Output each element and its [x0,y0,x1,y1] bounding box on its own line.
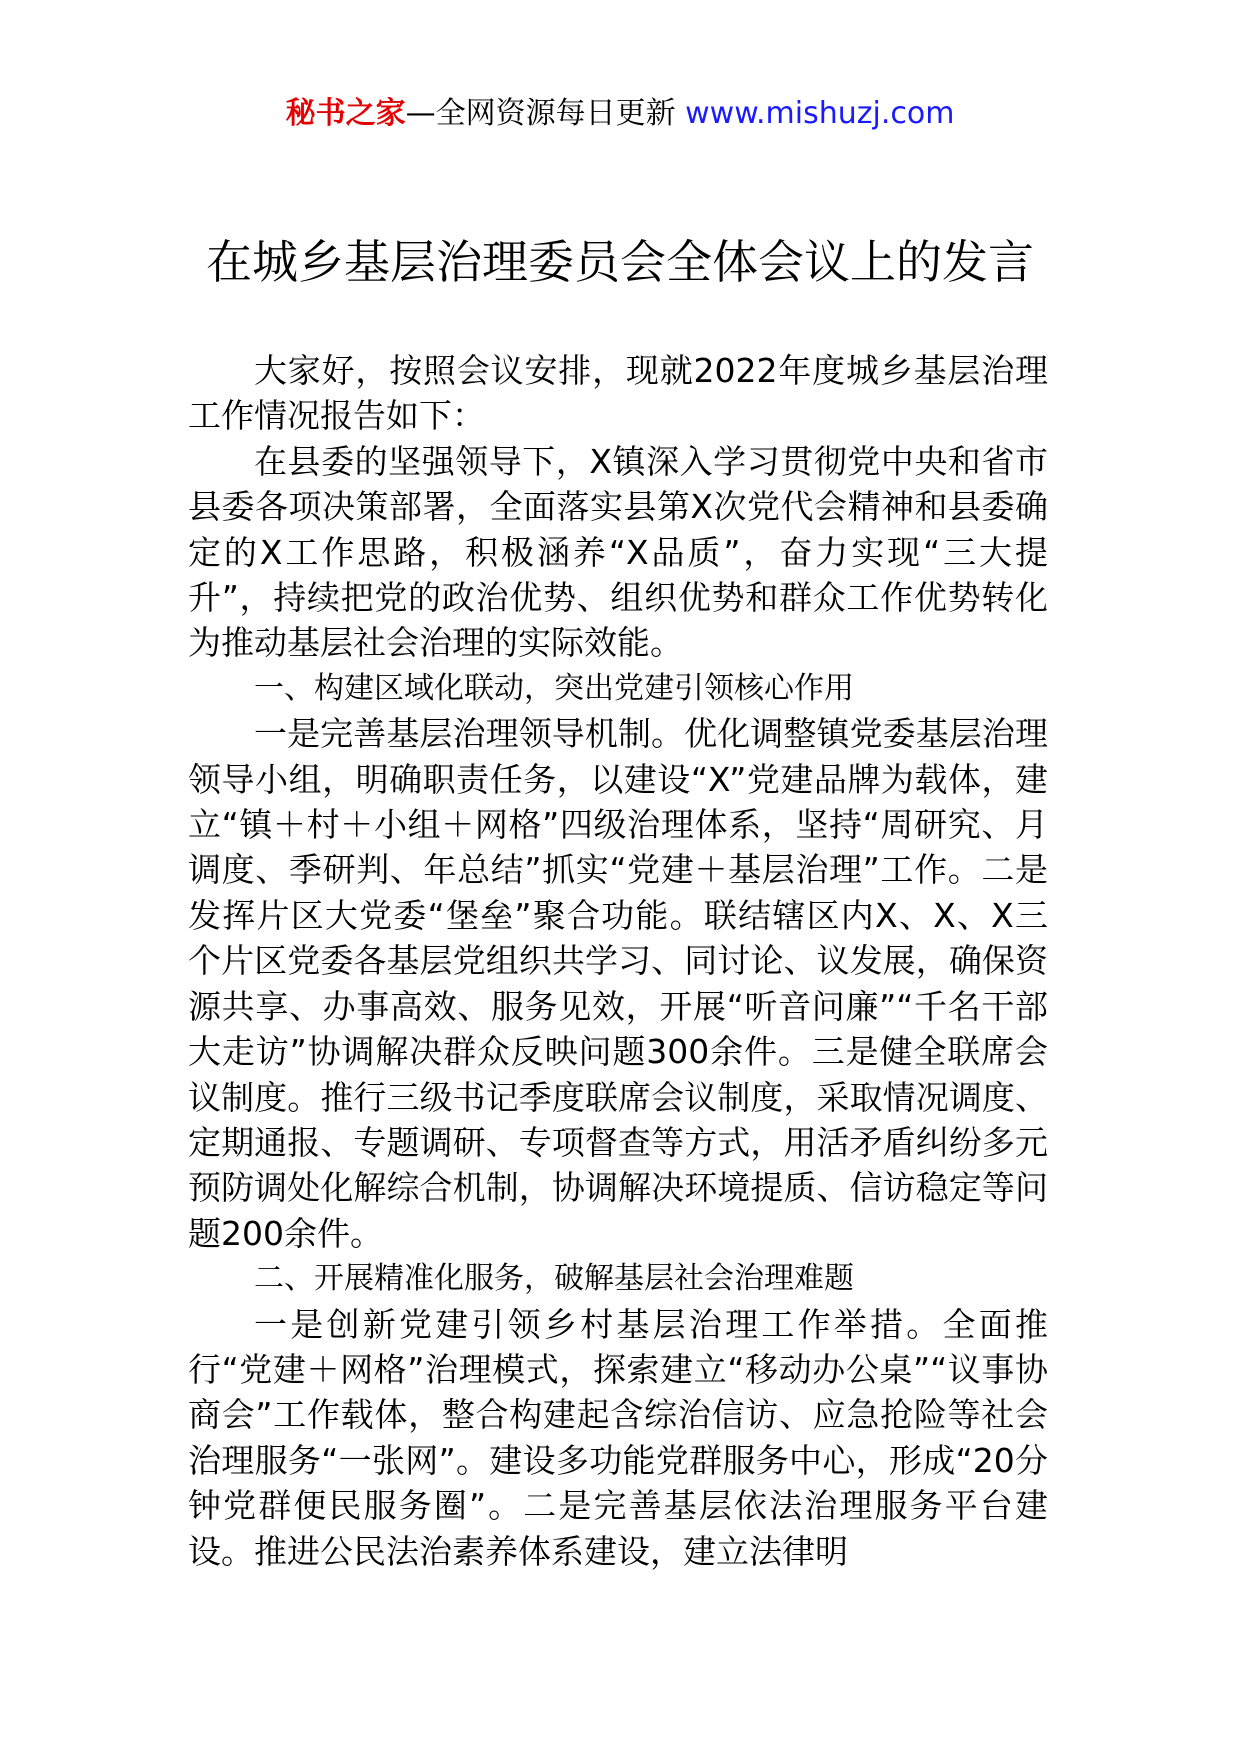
site-url-link[interactable]: www.mishuzj.com [685,96,955,131]
section-heading-1: 一、构建区域化联动，突出党建引领核心作用 [254,670,854,706]
header-slogan: —全网资源每日更新 [405,96,686,131]
document-body [188,348,1048,1574]
document-title: 在城乡基层治理委员会全体会议上的发言 [206,235,1034,289]
section-heading-2: 二、开展精准化服务，破解基层社会治理难题 [254,1261,854,1297]
paragraph-section-2: 一是创新党建引领乡村基层治理工作举措。全面推行“党建＋网格”治理模式，探索建立“移动办公桌”“议事协商会”工作载体，整合构建起含综治信访、应急抢险等社会治理服务“一张网”。建设多功能党群服务中心，形成“20分钟党群便民服务圈”。二是完善基层依法治理服务平台建设。推进公民法治素养体系建设，建立法律明 [188,1304,1048,1571]
paragraph-intro: 大家好，按照会议安排，现就2022年度城乡基层治理工作情况报告如下： [188,351,1048,436]
paragraph-overview: 在县委的坚强领导下，X镇深入学习贯彻党中央和省市县委各项决策部署，全面落实县第X次党代会精神和县委确定的X工作思路，积极涵养“X品质”，奋力实现“三大提升”，持续把党的政治优势、组织优势和群众工作优势转化为推动基层社会治理的实际效能。 [188,441,1048,663]
paragraph-section-1: 一是完善基层治理领导机制。优化调整镇党委基层治理领导小组，明确职责任务，以建设“X”党建品牌为载体，建立“镇＋村＋小组＋网格”四级治理体系，坚持“周研究、月调度、季研判、年总结”抓实“党建＋基层治理”工作。二是发挥片区大党委“堡垒”聚合功能。联结辖区内X、X、X三个片区党委各基层党组织共学习、同讨论、议发展，确保资源共享、办事高效、服务见效，开展“听音问廉”“千名干部大走访”协调解决群众反映问题300余件。三是健全联席会议制度。推行三级书记季度联席会议制度，采取情况调度、定期通报、专题调研、专项督查等方式，用活矛盾纠纷多元预防调处化解综合机制，协调解决环境提质、信访稳定等问题200余件。 [188,714,1048,1253]
site-header [0,94,1240,134]
brand-name: 秘书之家 [285,96,406,131]
